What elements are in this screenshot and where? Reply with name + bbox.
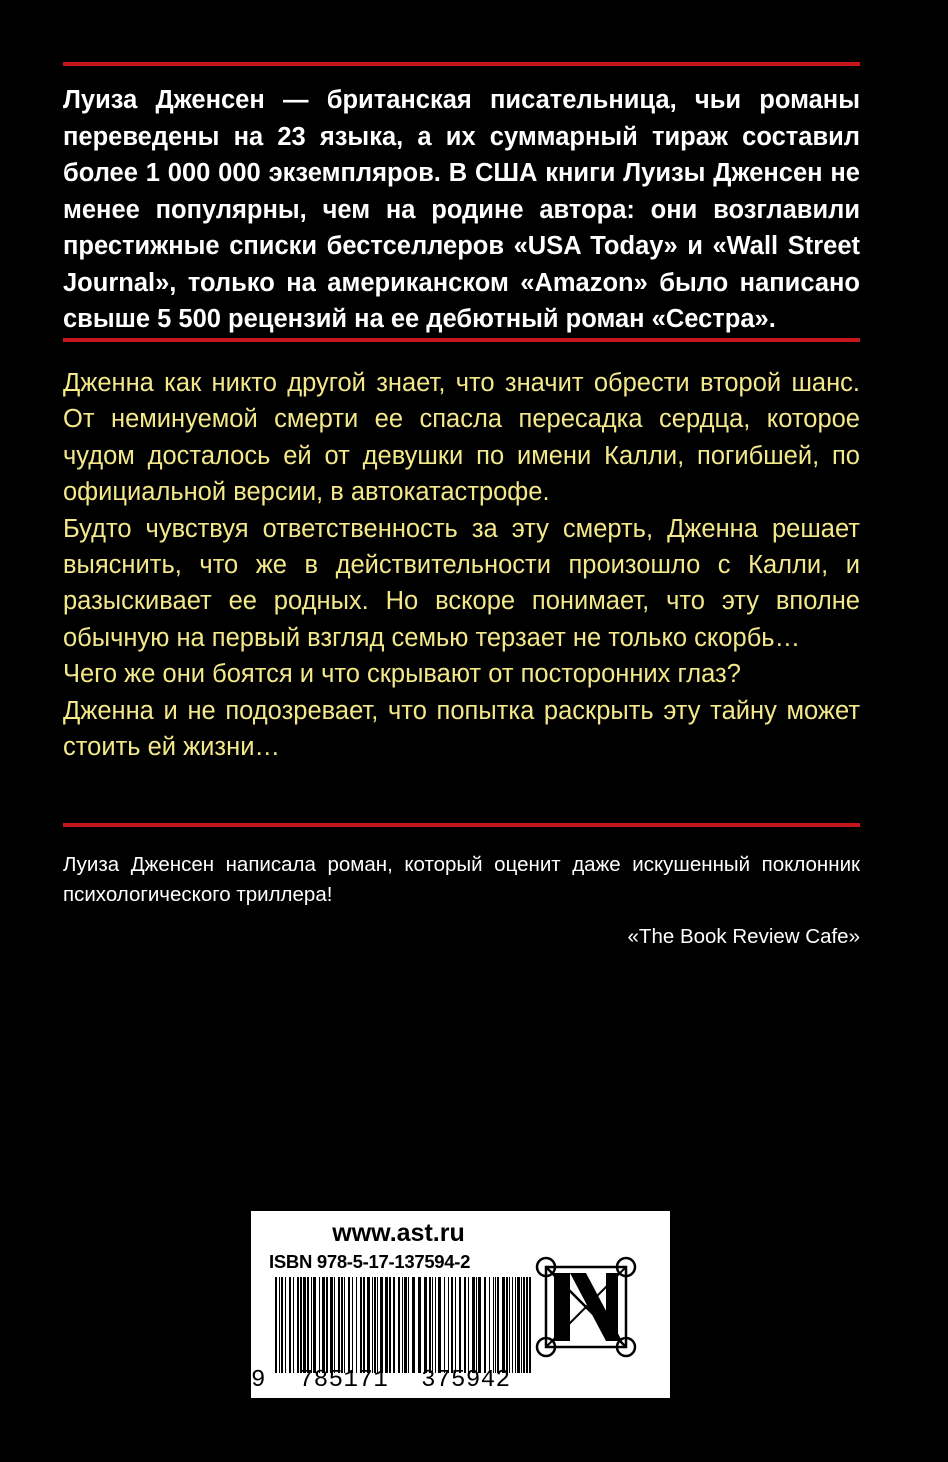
barcode-bar	[464, 1277, 466, 1373]
barcode-panel	[251, 1211, 670, 1398]
barcode-bar	[374, 1277, 376, 1373]
barcode-bar	[515, 1277, 516, 1373]
barcode-bar	[313, 1277, 316, 1373]
barcode-bar	[281, 1277, 283, 1373]
blurb-paragraph: Чего же они боятся и что скрывают от посторонних глаз?	[63, 660, 741, 689]
barcode-bar	[363, 1277, 365, 1373]
barcode-bar	[307, 1277, 309, 1373]
barcode-bar	[448, 1277, 449, 1373]
barcode-bar	[418, 1277, 421, 1373]
isbn-label: ISBN 978-5-17-137594-2	[269, 1251, 471, 1272]
barcode-bar	[509, 1277, 510, 1373]
barcode-bar	[367, 1277, 370, 1373]
barcode-bar	[517, 1277, 520, 1373]
barcode-bar	[380, 1277, 383, 1373]
barcode-bar	[385, 1277, 388, 1373]
barcode-bar	[393, 1277, 395, 1373]
barcode-bar	[502, 1277, 505, 1373]
barcode-bar	[319, 1277, 320, 1373]
author-bio-section	[63, 82, 860, 338]
barcode-bar	[526, 1277, 528, 1373]
barcode-bar	[293, 1277, 294, 1373]
barcode-bar	[322, 1277, 325, 1373]
publisher-n-logo-icon	[534, 1255, 638, 1359]
barcode-bar	[459, 1277, 461, 1373]
barcode-bar	[489, 1277, 490, 1373]
barcode-bar	[455, 1277, 456, 1373]
barcode-bar	[529, 1277, 531, 1373]
barcode-bar	[521, 1277, 522, 1373]
rule-after-bio	[63, 338, 860, 342]
blurb-section	[63, 365, 860, 765]
barcode-bar	[497, 1277, 499, 1373]
barcode-bar	[402, 1277, 403, 1373]
barcode-bar	[377, 1277, 378, 1373]
top-rule	[63, 62, 860, 66]
barcode-bar	[451, 1277, 453, 1373]
barcode-bar	[435, 1277, 436, 1373]
ean-right-group: 375942	[421, 1367, 511, 1394]
barcode-bar	[348, 1277, 350, 1373]
barcode-bar	[285, 1277, 286, 1373]
barcode-bar	[512, 1277, 513, 1373]
ean-left-group: 785171	[298, 1367, 389, 1394]
barcode-bar	[279, 1277, 280, 1373]
barcode-bar	[360, 1277, 362, 1373]
barcode-bar	[472, 1277, 475, 1373]
barcode-bar	[438, 1277, 441, 1373]
barcode-bar	[495, 1277, 496, 1373]
blurb-paragraph: Будто чувствуя ответственность за эту смерть, Дженна решает выяснить, что же в действительности произошло с Калли, и разыскивает ее родных. Но вскоре понимает, что эту вполне обычную на первый взгляд семью терзает не только скорбь…	[63, 514, 860, 652]
barcode-bar	[352, 1277, 353, 1373]
barcode-bar	[300, 1277, 302, 1373]
barcode-bar	[506, 1277, 508, 1373]
barcode-bar	[344, 1277, 345, 1373]
review-source: «The Book Review Cafe»	[627, 925, 860, 948]
barcode-bar	[444, 1277, 445, 1373]
barcode-bar	[303, 1277, 306, 1373]
barcode-bar	[484, 1277, 486, 1373]
barcode-bar	[432, 1277, 433, 1373]
blurb-paragraph: Дженна как никто другой знает, что значит обрести второй шанс. От неминуемой смерти ее спасла пересадка сердца, которое чудом досталось ей от девушки по имени Калли, погибшей, по официальной версии, в автокатастрофе.	[63, 369, 860, 507]
barcode-bar	[334, 1277, 335, 1373]
barcode-bar	[408, 1277, 409, 1373]
barcode-bar	[289, 1277, 291, 1373]
barcode-bar	[389, 1277, 391, 1373]
barcode-bar	[476, 1277, 477, 1373]
barcode-bar	[372, 1277, 373, 1373]
barcode-bar	[297, 1277, 299, 1373]
barcode-bar	[398, 1277, 400, 1373]
barcode-bar	[341, 1277, 343, 1373]
barcode-bar	[478, 1277, 481, 1373]
ean-digits	[251, 1367, 551, 1394]
barcode-bar	[493, 1277, 494, 1373]
barcode-bar	[338, 1277, 340, 1373]
barcode-bar	[311, 1277, 312, 1373]
barcode-bar	[523, 1277, 525, 1373]
ean-first-digit: 9	[251, 1367, 266, 1394]
review-text: Луиза Дженсен написала роман, который оценит даже искушенный поклонник психологического триллера!	[63, 853, 860, 906]
barcode-bar	[468, 1277, 469, 1373]
blurb-paragraph: Дженна и не подозревает, что попытка раскрыть эту тайну может стоить ей жизни…	[63, 696, 860, 762]
barcode-bar	[275, 1277, 277, 1373]
review-section	[63, 850, 860, 952]
rule-after-blurb	[63, 823, 860, 827]
barcode-bar	[326, 1277, 328, 1373]
barcode-bar	[330, 1277, 333, 1373]
barcode-bar	[412, 1277, 415, 1373]
barcode-bar	[429, 1277, 431, 1373]
barcode-bar	[404, 1277, 407, 1373]
author-bio: Луиза Дженсен — британская писательница, чьи романы переведены на 23 языка, а их суммарный тираж составил более 1 000 000 экземпляров. В США книги Луизы Дженсен не менее популярны, чем на родине автора: они возглавили престижные списки бестселлеров «USA Today» и «Wall Street Journal», только на американском «Amazon» было написано свыше 5 500 рецензий на ее дебютный роман «Сестра».	[63, 86, 860, 333]
barcode-icon	[269, 1277, 539, 1373]
publisher-url: www.ast.ru	[332, 1219, 465, 1247]
barcode-bar	[356, 1277, 357, 1373]
barcode-bar	[424, 1277, 427, 1373]
